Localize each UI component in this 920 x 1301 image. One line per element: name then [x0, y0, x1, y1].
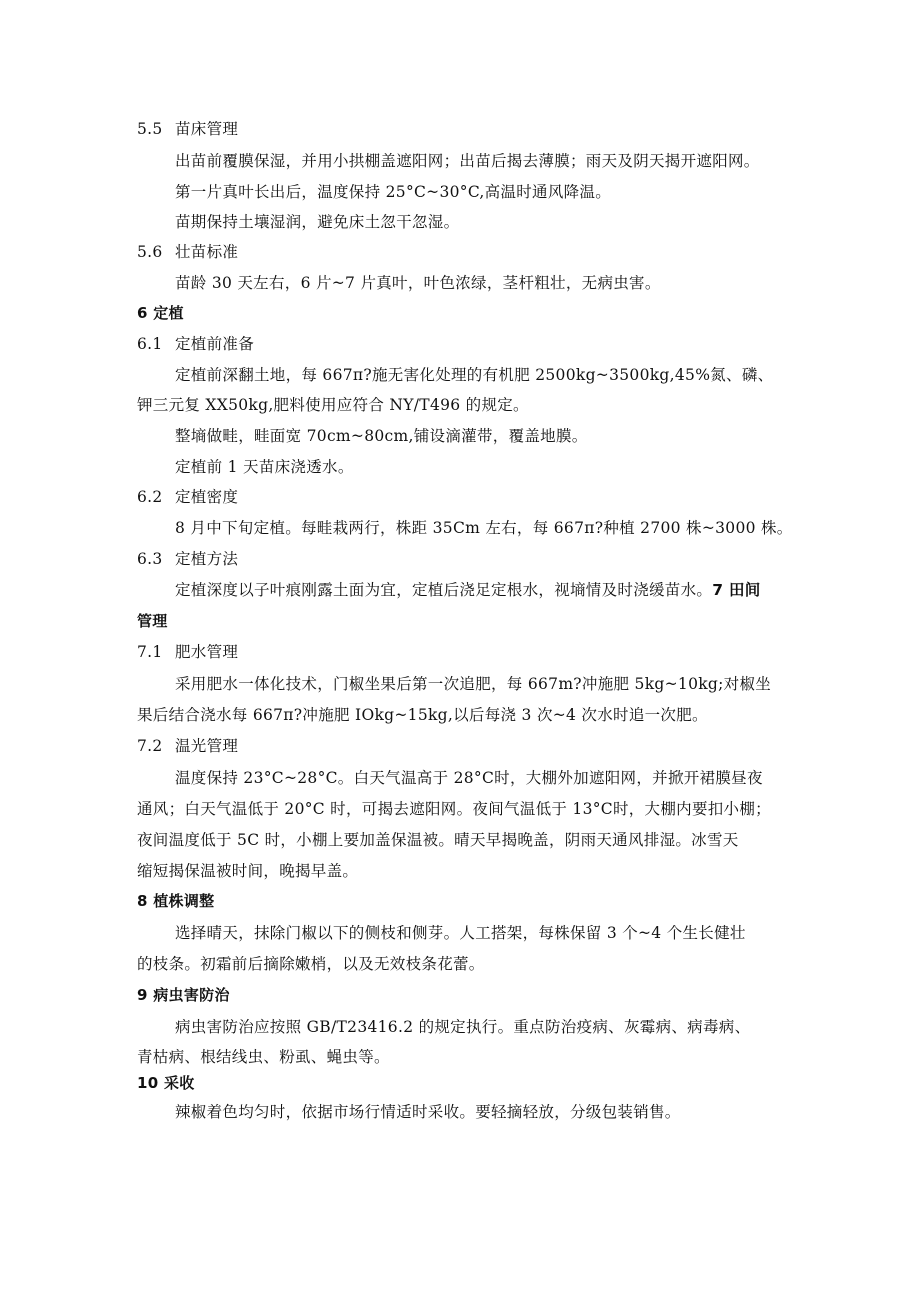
section-title: 壮苗标准: [175, 243, 239, 261]
paragraph: 温度保持 23°C~28°C。白天气温高于 28°C时，大棚外加遮阳网，并掀开裙膜昼夜: [175, 769, 763, 787]
section-title: 苗床管理: [175, 120, 239, 138]
section-title: 定植密度: [175, 488, 239, 506]
paragraph-continuation: 夜间温度低于 5C 时，小棚上要加盖保温被。晴天早揭晚盖，阴雨天通风排湿。冰雪天: [137, 831, 739, 849]
paragraph-continuation: 的枝条。初霜前后摘除嫩梢，以及无效枝条花蕾。: [137, 955, 485, 973]
paragraph: 采用肥水一体化技术，门椒坐果后第一次追肥，每 667m?冲施肥 5kg~10kg;对椒坐: [175, 675, 772, 693]
section-number: 6.3: [137, 550, 163, 568]
section-title: 定植前准备: [175, 335, 255, 353]
section-number: 5.6: [137, 243, 163, 261]
paragraph-continuation: 缩短揭保温被时间，晚揭早盖。: [137, 862, 359, 880]
paragraph: 苗期保持土壤湿润，避免床土忽干忽湿。: [175, 213, 460, 231]
chapter-10-heading: 10 采收: [137, 1074, 195, 1092]
section-title: 定植方法: [175, 550, 239, 568]
chapter-8-heading: 8 植株调整: [137, 892, 215, 910]
paragraph: 定植前深翻土地，每 667π?施无害化处理的有机肥 2500kg~3500kg,45%氮、磷、: [175, 366, 774, 384]
section-title: 温光管理: [175, 737, 239, 755]
paragraph: 辣椒着色均匀时，依据市场行情适时采收。要轻摘轻放，分级包装销售。: [175, 1103, 681, 1121]
paragraph-continuation: 青枯病、根结线虫、粉虱、蝇虫等。: [137, 1048, 390, 1066]
paragraph-continuation: 果后结合浇水每 667π?冲施肥 IOkg~15kg,以后每浇 3 次~4 次水时追一次肥。: [137, 706, 708, 724]
paragraph-continuation: 钾三元复 XX50kg,肥料使用应符合 NY/T496 的规定。: [137, 396, 529, 414]
paragraph: 8 月中下旬定植。每畦栽两行，株距 35Cm 左右，每 667π?种植 2700 株~3000 株。: [175, 519, 793, 537]
paragraph: 整墒做畦，畦面宽 70cm~80cm,铺设滴灌带，覆盖地膜。: [175, 427, 588, 445]
chapter-7-heading-start: 7 田间: [712, 581, 761, 599]
paragraph: 苗龄 30 天左右，6 片~7 片真叶，叶色浓绿，茎杆粗壮，无病虫害。: [175, 274, 661, 292]
paragraph: 第一片真叶长出后，温度保持 25°C~30°C,高温时通风降温。: [175, 183, 612, 201]
section-title: 肥水管理: [175, 643, 239, 661]
section-number: 7.1: [137, 643, 163, 661]
paragraph: 定植前 1 天苗床浇透水。: [175, 458, 354, 476]
section-number: 7.2: [137, 737, 163, 755]
paragraph: 出苗前覆膜保湿，并用小拱棚盖遮阳网；出苗后揭去薄膜；雨天及阴天揭开遮阳网。: [175, 152, 760, 170]
section-number: 6.2: [137, 488, 163, 506]
chapter-9-heading: 9 病虫害防治: [137, 986, 230, 1004]
chapter-6-heading: 6 定植: [137, 304, 184, 322]
chapter-7-heading-end: 管理: [137, 612, 168, 630]
paragraph: [175, 579, 815, 601]
paragraph: 病虫害防治应按照 GB/T23416.2 的规定执行。重点防治疫病、灰霉病、病毒病、: [175, 1018, 751, 1036]
paragraph: 选择晴天，抹除门椒以下的侧枝和侧芽。人工搭架，每株保留 3 个~4 个生长健壮: [175, 924, 746, 942]
section-number: 5.5: [137, 120, 163, 138]
section-number: 6.1: [137, 335, 163, 353]
paragraph-continuation: 通风；白天气温低于 20°C 时，可揭去遮阳网。夜间气温低于 13°C时，大棚内要扣小棚；: [137, 800, 771, 818]
paragraph-text: 定植深度以子叶痕刚露土面为宜，定植后浇足定根水，视墒情及时浇缓苗水。: [175, 581, 713, 599]
